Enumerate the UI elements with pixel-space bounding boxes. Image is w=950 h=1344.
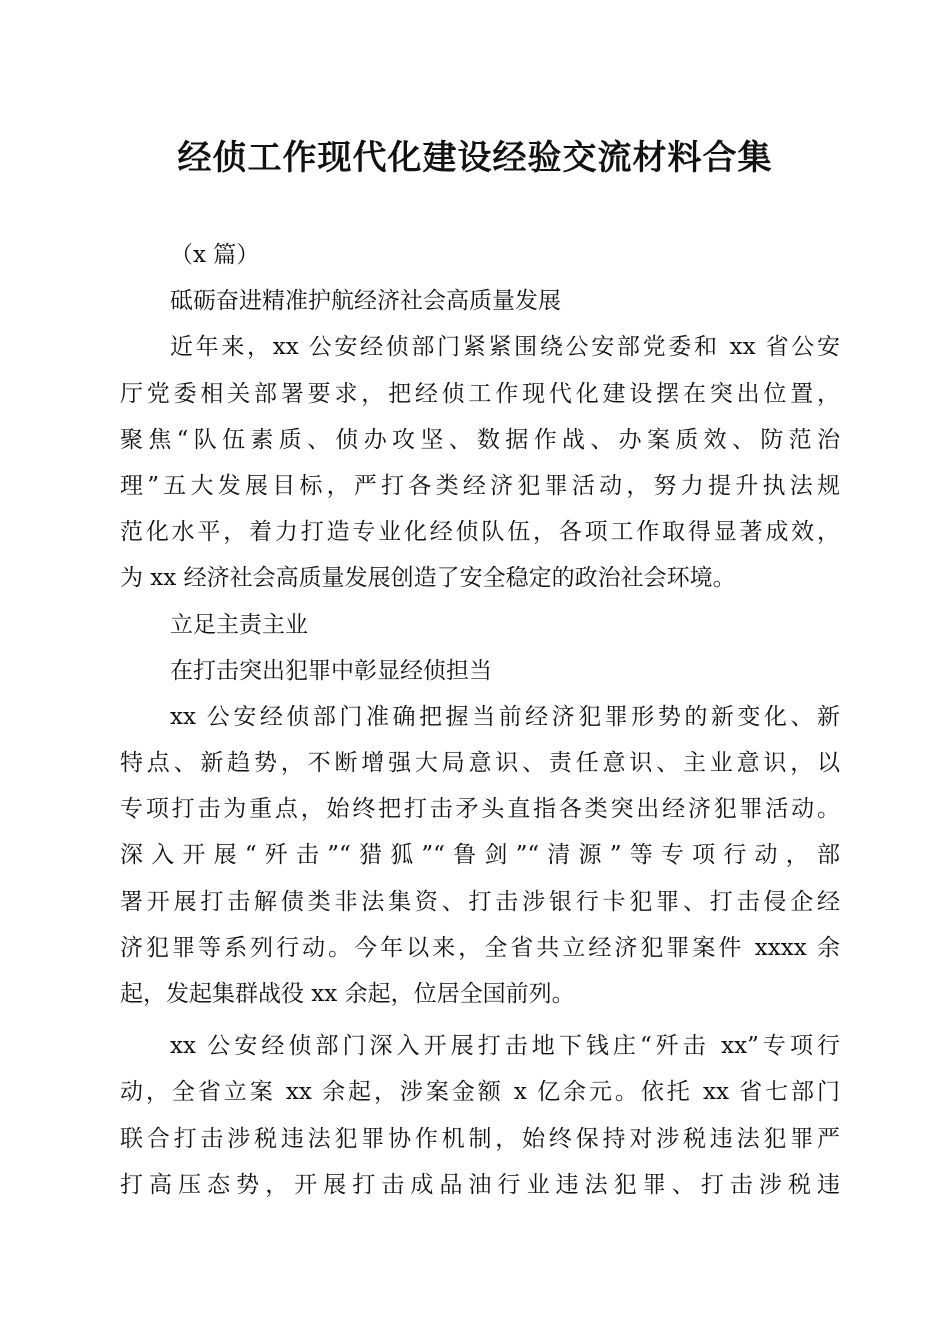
paragraph-line: 联合打击涉税违法犯罪协作机制，始终保持对涉税违法犯罪严 [120, 1125, 840, 1152]
paragraph-line: 署开展打击解债类非法集资、打击涉银行卡犯罪、打击侵企经 [120, 888, 840, 915]
paragraph-line: 范化水平，着力打造专业化经侦队伍，各项工作取得显著成效， [120, 519, 840, 546]
paragraph-line: 近年来，xx 公安经侦部门紧紧围绕公安部党委和 xx 省公安 [170, 334, 840, 361]
paragraph-line: 为 xx 经济社会高质量发展创造了安全稳定的政治社会环境。 [120, 565, 736, 592]
paragraph-line: xx 公安经侦部门准确把握当前经济犯罪形势的新变化、新 [170, 703, 840, 730]
section-subheading: 在打击突出犯罪中彰显经侦担当 [170, 657, 492, 684]
paragraph-line: 厅党委相关部署要求，把经侦工作现代化建设摆在突出位置， [120, 380, 840, 407]
document-title: 经侦工作现代化建设经验交流材料合集 [177, 138, 773, 178]
paragraph-line: xx 公安经侦部门深入开展打击地下钱庄“歼击 xx”专项行 [170, 1033, 840, 1060]
paragraph-line: 理”五大发展目标，严打各类经济犯罪活动，努力提升执法规 [120, 472, 840, 499]
paragraph-line: 打高压态势，开展打击成品油行业违法犯罪、打击涉税违 [120, 1171, 840, 1198]
paragraph-line: 聚焦“队伍素质、侦办攻坚、数据作战、办案质效、防范治 [120, 426, 840, 453]
article-heading: 砥砺奋进精准护航经济社会高质量发展 [170, 288, 561, 315]
paragraph-line: 专项打击为重点，始终把打击矛头直指各类突出经济犯罪活动。 [120, 796, 840, 823]
paragraph-line: 济犯罪等系列行动。今年以来，全省共立经济犯罪案件 xxxx 余 [120, 934, 840, 961]
paragraph-line: 动，全省立案 xx 余起，涉案金额 x 亿余元。依托 xx 省七部门 [120, 1079, 840, 1106]
section-heading: 立足主责主业 [170, 611, 308, 638]
document-body [120, 232, 840, 1208]
paragraph-line: 深入开展“歼击”“猎狐”“鲁剑”“清源”等专项行动，部 [120, 842, 840, 869]
paragraph-line: 特点、新趋势，不断增强大局意识、责任意识、主业意识，以 [120, 750, 840, 777]
article-count: （x 篇） [170, 242, 260, 268]
paragraph-line: 起，发起集群战役 xx 余起，位居全国前列。 [120, 981, 575, 1007]
